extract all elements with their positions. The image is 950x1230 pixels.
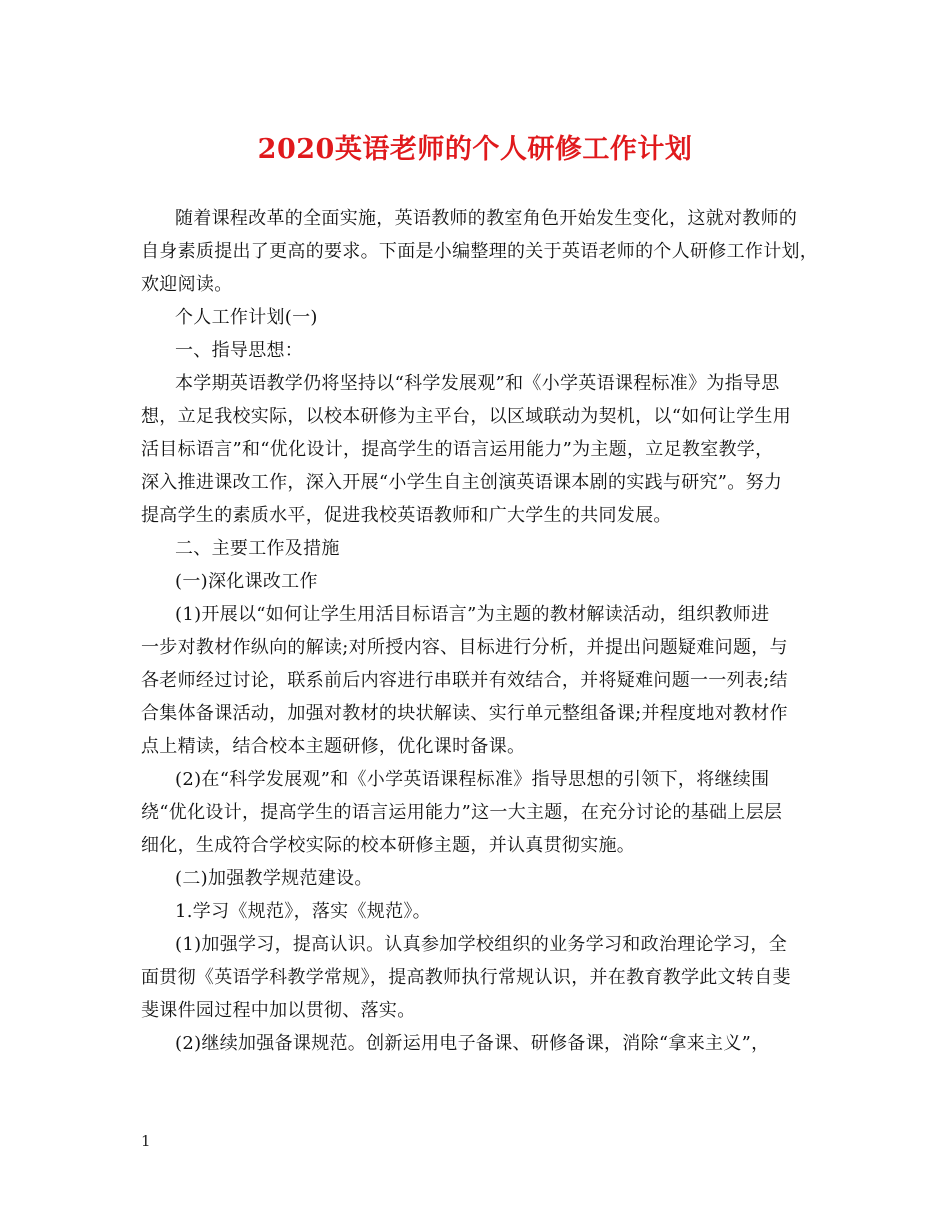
- text-line: (1)开展以“如何让学生用活目标语言”为主题的教材解读活动，组织教师进: [175, 604, 770, 625]
- text-line: 细化，生成符合学校实际的校本研修主题，并认真贯彻实施。: [141, 835, 636, 856]
- text-line: 面贯彻《英语学科教学常规》，提高教师执行常规认识，并在教育教学此文转自斐: [141, 967, 791, 988]
- text-line: 自身素质提出了更高的要求。下面是小编整理的关于英语老师的个人研修工作计划，: [141, 241, 819, 262]
- page-number: 1: [141, 1132, 151, 1150]
- text-line: 深入推进课改工作，深入开展“小学生自主创演英语课本剧的实践与研究”。努力: [141, 472, 783, 493]
- text-line: 欢迎阅读。: [141, 274, 233, 295]
- text-line: 斐课件园过程中加以贯彻、落实。: [141, 1000, 416, 1021]
- text-line: 各老师经过讨论，联系前后内容进行串联并有效结合，并将疑难问题一一列表;结: [141, 670, 788, 691]
- text-line: 点上精读，结合校本主题研修，优化课时备课。: [141, 736, 526, 757]
- text-line: (二)加强教学规范建设。: [175, 868, 373, 889]
- text-line: 1.学习《规范》，落实《规范》。: [175, 901, 431, 922]
- text-line: 本学期英语教学仍将坚持以“科学发展观”和《小学英语课程标准》为指导思: [175, 373, 780, 394]
- text-line: 绕“优化设计，提高学生的语言运用能力”这一大主题，在充分讨论的基础上层层: [141, 802, 783, 823]
- text-line: (2)在“科学发展观”和《小学英语课程标准》指导思想的引领下，将继续围: [175, 769, 770, 790]
- document-title: 2020英语老师的个人研修工作计划: [257, 134, 693, 165]
- text-line: 合集体备课活动，加强对教材的块状解读、实行单元整组备课;并程度地对教材作: [141, 703, 788, 724]
- text-line: 想，立足我校实际，以校本研修为主平台，以区域联动为契机，以“如何让学生用: [141, 406, 791, 427]
- text-line: (1)加强学习，提高认识。认真参加学校组织的业务学习和政治理论学习，全: [175, 934, 787, 955]
- document-body: [141, 202, 819, 1060]
- text-line: 活目标语言”和“优化设计，提高学生的语言运用能力”为主题，立足教室教学，: [141, 439, 774, 460]
- text-line: (2)继续加强备课规范。创新运用电子备课、研修备课，消除“拿来主义”，: [175, 1033, 770, 1054]
- text-line: 个人工作计划(一): [175, 307, 318, 328]
- text-line: 随着课程改革的全面实施，英语教师的教室角色开始发生变化，这就对教师的: [175, 208, 798, 229]
- text-line: (一)深化课改工作: [175, 571, 318, 592]
- text-line: 一步对教材作纵向的解读;对所授内容、目标进行分析，并提出问题疑难问题，与: [141, 637, 788, 658]
- text-line: 一、指导思想：: [175, 340, 304, 361]
- text-line: 二、主要工作及措施: [175, 538, 340, 559]
- text-line: 提高学生的素质水平，促进我校英语教师和广大学生的共同发展。: [141, 505, 672, 526]
